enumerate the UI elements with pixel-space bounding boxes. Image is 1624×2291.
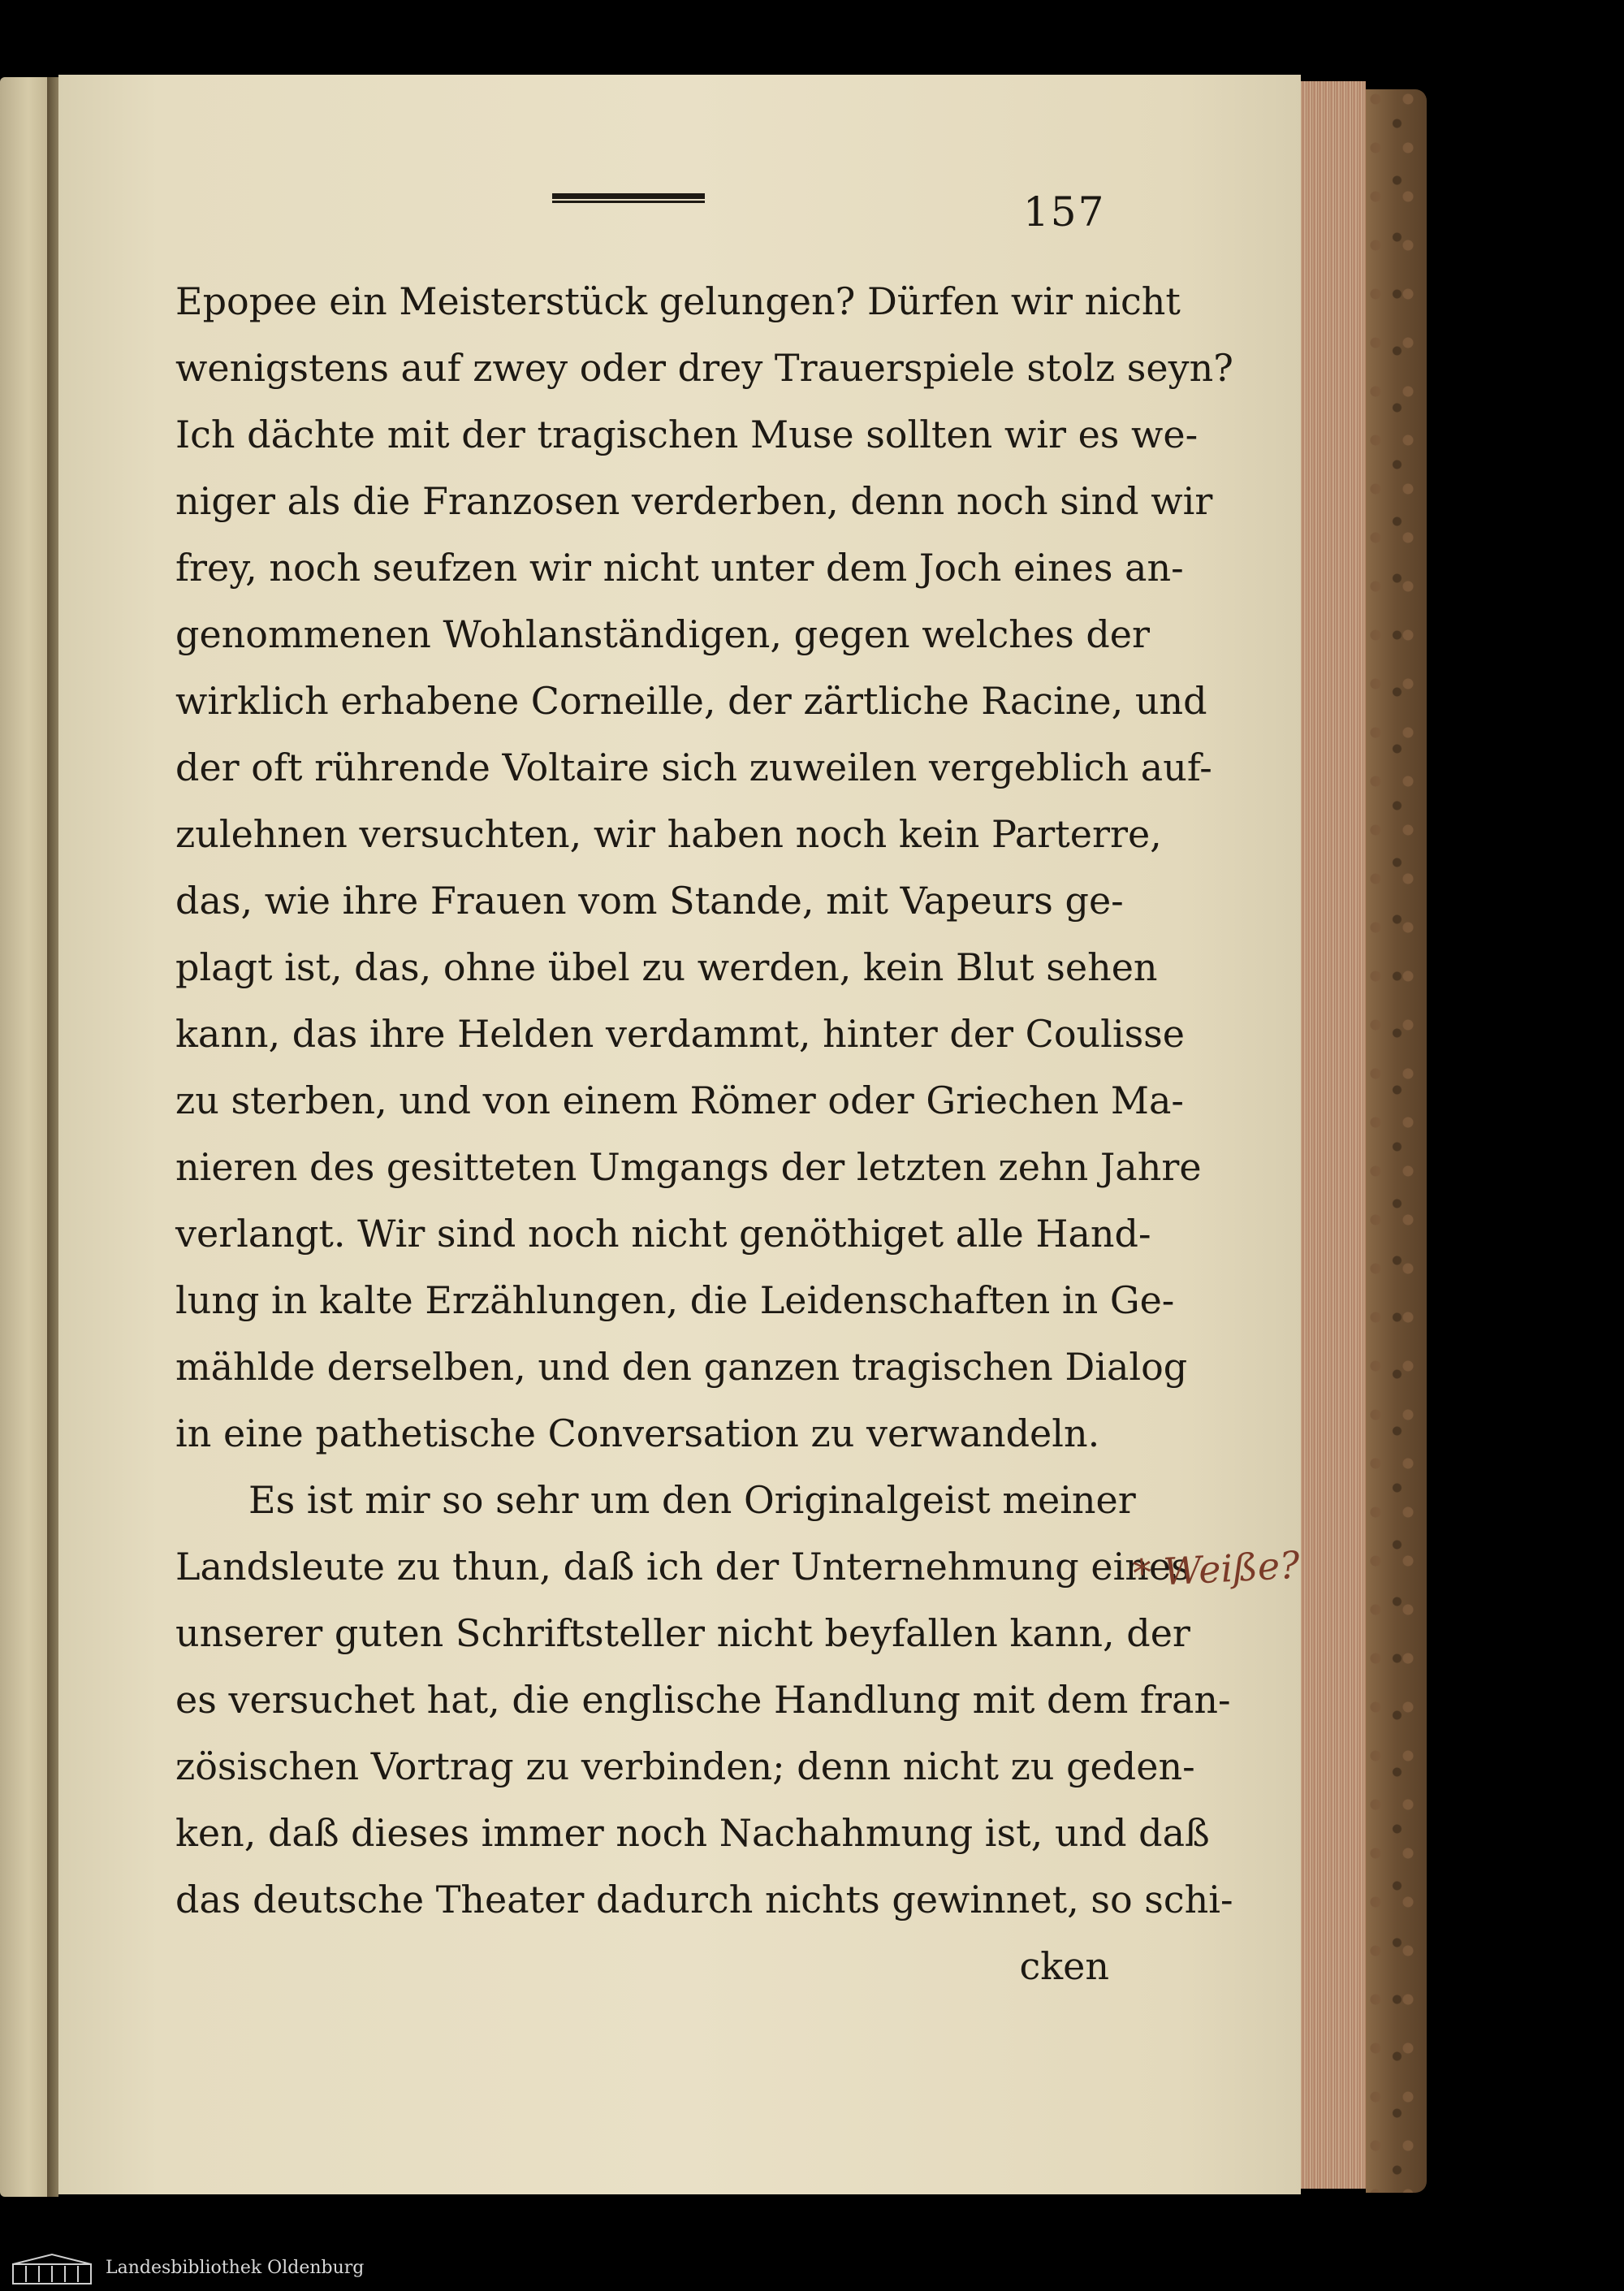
text-line: es versuchet hat, die englische Handlung mit dem fran- [175,1678,1231,1722]
header-rule [552,193,705,203]
text-line: zulehnen versuchten, wir haben noch kein Parterre, [175,812,1162,856]
text-line: frey, noch seufzen wir nicht unter dem Joch eines an- [175,546,1184,590]
text-line: ken, daß dieses immer noch Nachahmung ist, und daß [175,1811,1210,1855]
catchword: cken [1019,1944,1109,1988]
text-line: lung in kalte Erzählungen, die Leidenschaften in Ge- [175,1278,1175,1322]
text-line: genommenen Wohlanständigen, gegen welches der [175,612,1151,656]
text-line: zösischen Vortrag zu verbinden; denn nicht zu geden- [175,1744,1195,1788]
text-line: Es ist mir so sehr um den Originalgeist meiner [248,1478,1136,1522]
text-line: das deutsche Theater dadurch nichts gewinnet, so schi- [175,1878,1233,1921]
text-line: nieren des gesitteten Umgangs der letzten zehn Jahre [175,1145,1202,1189]
book-cover-edge [1366,89,1427,2193]
text-line: Landsleute zu thun, daß ich der Unternehmung eines [175,1545,1190,1589]
text-line: mählde derselben, und den ganzen tragischen Dialog [175,1345,1188,1389]
text-line: der oft rührende Voltaire sich zuweilen vergeblich auf- [175,746,1212,789]
library-credit: Landesbibliothek Oldenburg [106,2258,365,2278]
text-line: kann, das ihre Helden verdammt, hinter der Coulisse [175,1012,1186,1056]
book-gutter [47,77,58,2197]
facing-page-edge [0,77,47,2197]
text-line: unserer guten Schriftsteller nicht beyfallen kann, der [175,1611,1190,1655]
text-line: das, wie ihre Frauen vom Stande, mit Vapeurs ge- [175,879,1124,923]
text-line: verlangt. Wir sind noch nicht genöthiget alle Hand- [175,1212,1151,1256]
text-line: niger als die Franzosen verderben, denn noch sind wir [175,479,1213,523]
page-number: 157 [1023,188,1106,236]
text-line: Ich dächte mit der tragischen Muse sollten wir es we- [175,413,1199,456]
text-line: wirklich erhabene Corneille, der zärtliche Racine, und [175,679,1207,723]
text-line: zu sterben, und von einem Römer oder Griechen Ma- [175,1078,1184,1122]
library-building-icon [11,2253,93,2285]
text-line: plagt ist, das, ohne übel zu werden, kein Blut sehen [175,945,1158,989]
text-line: wenigstens auf zwey oder drey Trauerspiele stolz seyn? [175,346,1233,390]
text-line: in eine pathetische Conversation zu verwandeln. [175,1411,1100,1455]
page-fore-edge [1301,81,1366,2189]
handwritten-margin-note: * Weiße? [1131,1542,1301,1596]
text-line: Epopee ein Meisterstück gelungen? Dürfen wir nicht [175,279,1181,323]
